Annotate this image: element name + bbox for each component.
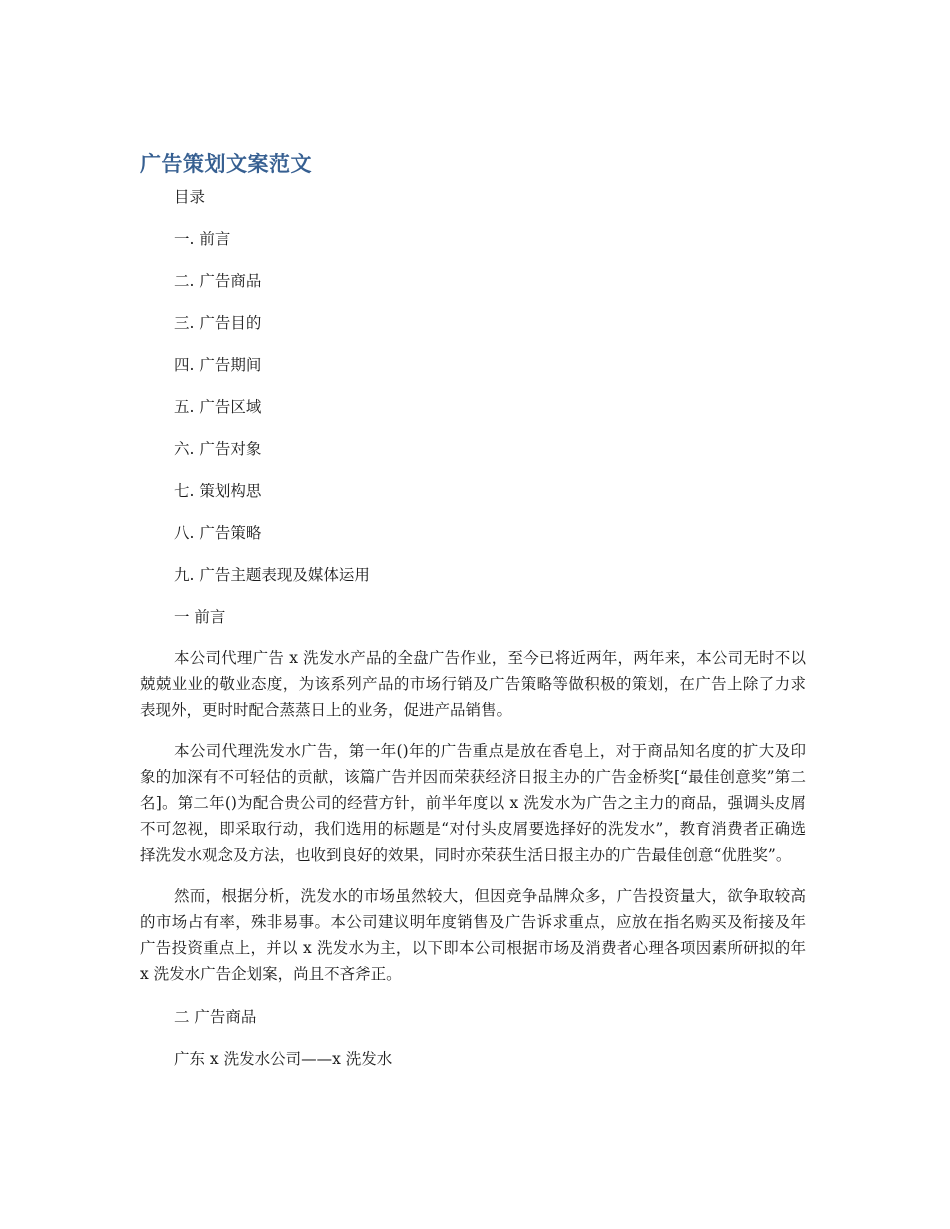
section-heading-product: 二 广告商品 (174, 1007, 257, 1026)
toc-item: 六. 广告对象 (174, 440, 262, 458)
product-line: 广东 x 洗发水公司——x 洗发水 (174, 1049, 393, 1068)
body-paragraph: 然而，根据分析，洗发水的市场虽然较大，但因竞争品牌众多，广告投资量大，欲争取较高的市场占有率，殊非易事。本公司建议明年度销售及广告诉求重点，应放在指名购买及衔接及年广告投资重点上，并以 x 洗发水为主，以下即本公司根据市场及消费者心理各项因素所研拟的年 x 洗发水广告企划案，尚且不吝斧正。 (140, 887, 806, 983)
body-paragraph: 本公司代理广告 x 洗发水产品的全盘广告作业，至今已将近两年，两年来，本公司无时不以兢兢业业的敬业态度，为该系列产品的市场行销及广告策略等做积极的策划，在广告上除了力求表现外，更时时配合蒸蒸日上的业务，促进产品销售。 (140, 649, 806, 719)
toc-item: 四. 广告期间 (174, 356, 262, 374)
toc-item: 八. 广告策略 (174, 524, 262, 542)
toc-item: 三. 广告目的 (174, 314, 262, 332)
body-paragraph: 本公司代理洗发水广告，第一年()年的广告重点是放在香皂上，对于商品知名度的扩大及印象的加深有不可轻估的贡献，该篇广告并因而荣获经济日报主办的广告金桥奖[“最佳创意奖”第二名]。第二年()为配合贵公司的经营方针，前半年度以 x 洗发水为广告之主力的商品，强调头皮屑不可忽视，即采取行动，我们选用的标题是“对付头皮屑要选择好的洗发水”，教育消费者正确选择洗发水观念及方法，也收到良好的效果，同时亦荣获生活日报主办的广告最佳创意“优胜奖”。 (140, 742, 806, 864)
toc-item: 九. 广告主题表现及媒体运用 (174, 566, 370, 584)
toc-item: 一. 前言 (174, 230, 231, 248)
toc-item: 五. 广告区域 (174, 398, 262, 416)
document-page (140, 146, 806, 1088)
toc-item: 二. 广告商品 (174, 272, 262, 290)
table-of-contents (140, 226, 806, 588)
toc-item: 七. 策划构思 (174, 482, 262, 500)
toc-heading: 目录 (174, 188, 206, 206)
document-title: 广告策划文案范文 (140, 152, 312, 176)
section-heading-preface: 一 前言 (174, 608, 226, 626)
